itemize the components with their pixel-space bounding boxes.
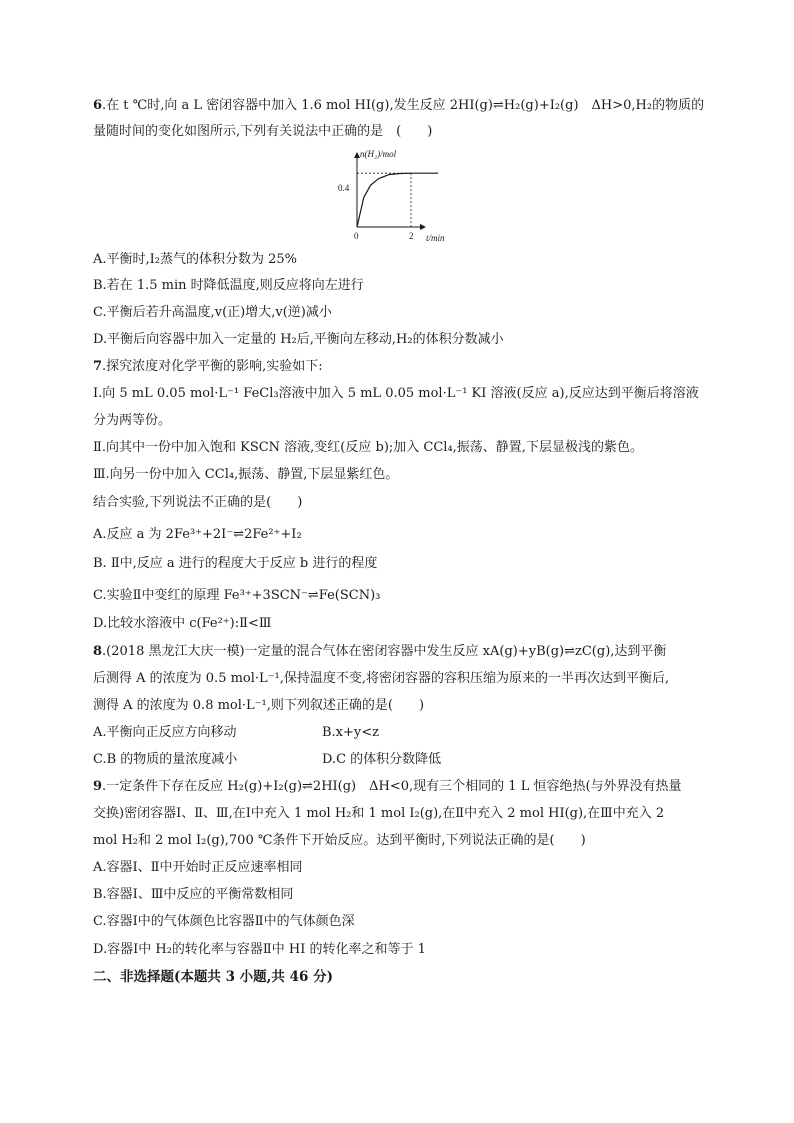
q7-step-1: Ⅰ.向 5 mL 0.05 mol·L⁻¹ FeCl₃溶液中加入 5 mL 0.05 mol·L⁻¹ KI 溶液(反应 a),反应达到平衡后将溶液 [93, 386, 699, 401]
q7-option-c: C.实验Ⅱ中变红的原理 Fe³⁺+3SCN⁻⇌Fe(SCN)₃ [93, 588, 381, 603]
q6-number: 6 [93, 98, 103, 113]
q8-option-d: D.C 的体积分数降低 [322, 752, 442, 767]
h2-amount-chart [330, 145, 450, 245]
q6-option-d: D.平衡后向容器中加入一定量的 H₂后,平衡向左移动,H₂的体积分数减小 [93, 332, 504, 347]
q7-stem: 结合实验,下列说法不正确的是( ) [93, 495, 303, 510]
q7-number: 7 [93, 359, 103, 374]
q7-option-d: D.比较水溶液中 c(Fe²⁺):Ⅱ<Ⅲ [93, 616, 272, 631]
q8-line3: 测得 A 的浓度为 0.8 mol·L⁻¹,则下列叙述正确的是( ) [93, 698, 425, 713]
x-tick-label-0: 0 [354, 231, 359, 241]
section-heading-nonchoice: 二、非选择题(本题共 3 小题,共 46 分) [93, 969, 333, 985]
q7-step-1-cont: 分为两等份。 [93, 413, 172, 428]
q7-option-a: A.反应 a 为 2Fe³⁺+2I⁻⇌2Fe²⁺+I₂ [93, 527, 302, 542]
q8-number: 8 [93, 644, 103, 659]
q7-text-1: .探究浓度对化学平衡的影响,实验如下: [102, 359, 323, 374]
q9-text-1: .一定条件下存在反应 H₂(g)+I₂(g)⇌2HI(g) ΔH<0,现有三个相同的 1 L 恒容绝热(与外界没有热量 [102, 779, 682, 794]
q9-number: 9 [93, 779, 103, 794]
q6-line2: 量随时间的变化如图所示,下列有关说法中正确的是 ( ) [93, 124, 433, 139]
q6-option-a: A.平衡时,I₂蒸气的体积分数为 25% [93, 252, 298, 267]
q8-text-1: .(2018 黑龙江大庆一模)一定量的混合气体在密闭容器中发生反应 xA(g)+yB(g)⇌zC(g),达到平衡 [102, 644, 667, 659]
y-tick-label-0: 0.4 [338, 183, 350, 193]
q7-option-b: B. Ⅱ中,反应 a 进行的程度大于反应 b 进行的程度 [93, 556, 378, 571]
q6-line1 [93, 97, 713, 115]
q6-option-c: C.平衡后若升高温度,v(正)增大,v(逆)减小 [93, 305, 332, 320]
h2-series-line [357, 173, 438, 227]
q9-line3: mol H₂和 2 mol I₂(g),700 ℃条件下开始反应。达到平衡时,下列说法正确的是( ) [93, 833, 586, 848]
q7-step-2: Ⅱ.向其中一份中加入饱和 KSCN 溶液,变红(反应 b);加入 CCl₄,振荡、静置,下层显极浅的紫色。 [93, 440, 643, 455]
x-axis-label: t/min [426, 233, 445, 243]
q9-option-b: B.容器Ⅰ、Ⅲ中反应的平衡常数相同 [93, 887, 294, 902]
q7-line1 [93, 358, 713, 376]
q9-option-d: D.容器Ⅰ中 H₂的转化率与容器Ⅱ中 HI 的转化率之和等于 1 [93, 942, 426, 957]
q8-option-a: A.平衡向正反应方向移动 [93, 725, 237, 740]
q8-option-c: C.B 的物质的量浓度减小 [93, 752, 238, 767]
q9-line1 [93, 778, 713, 796]
x-tick-label-1: 2 [409, 231, 414, 241]
q8-line1 [93, 643, 713, 661]
q6-option-b: B.若在 1.5 min 时降低温度,则反应将向左进行 [93, 278, 364, 293]
q9-option-a: A.容器Ⅰ、Ⅱ中开始时正反应速率相同 [93, 860, 303, 875]
q6-text-1: .在 t ℃时,向 a L 密闭容器中加入 1.6 mol HI(g),发生反应 2HI(g)⇌H₂(g)+I₂(g) ΔH>0,H₂的物质的 [102, 98, 705, 113]
q8-line2: 后测得 A 的浓度为 0.5 mol·L⁻¹,保持温度不变,将密闭容器的容积压缩为原来的一半再次达到平衡后, [93, 671, 670, 686]
y-axis-label: n(H₂)/mol [360, 149, 397, 159]
q9-option-c: C.容器Ⅰ中的气体颜色比容器Ⅱ中的气体颜色深 [93, 914, 355, 929]
q7-step-3: Ⅲ.向另一份中加入 CCl₄,振荡、静置,下层显紫红色。 [93, 467, 399, 482]
q9-line2: 交换)密闭容器Ⅰ、Ⅱ、Ⅲ,在Ⅰ中充入 1 mol H₂和 1 mol I₂(g),在Ⅱ中充入 2 mol HI(g),在Ⅲ中充入 2 [93, 806, 665, 821]
q8-option-b: B.x+y<z [322, 725, 379, 740]
